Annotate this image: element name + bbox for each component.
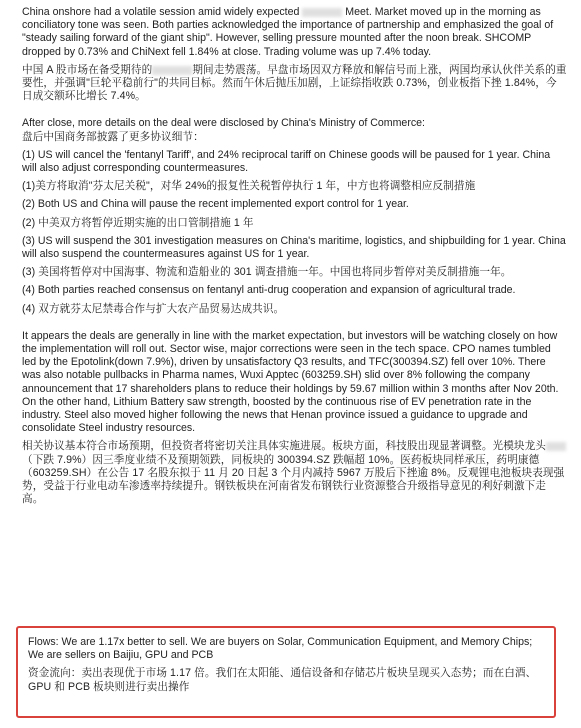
detail-item-3-chinese: (3) 美国将暂停对中国海事、物流和造船业的 301 调查措施一年。中国也将同步暂停对美反制措施一年。	[22, 266, 512, 279]
detail-item-1-chinese: (1)美方将取消"芬太尼关税"，对华 24%的报复性关税暂停执行 1 年，中方也将调整相应反制措施	[22, 180, 476, 193]
detail-item-2-chinese: (2) 中美双方将暂停近期实施的出口管制措施 1 年	[22, 216, 254, 229]
detail-item-2-english: (2) Both US and China will pause the recent implemented export control for 1 year.	[22, 198, 409, 211]
detail-item-4-english: (4) Both parties reached consensus on fentanyl anti-drug cooperation and expansion of agricultural trade.	[22, 284, 516, 297]
redacted-text	[152, 66, 192, 75]
redacted-text	[546, 442, 566, 451]
intro-english-paragraph: China onshore had a volatile session amid widely expected Meet. Market moved up in the morning as conciliatory tone was seen. Both parties acknowledged the importance of partnership and emphasized the goal of "steady sailing forward of the giant ship". However, selling pressure mounted after the noon break. SHCOMP dropped by 0.73% and ChiNext fell 1.84% at close. Trading volume was up 7.4% today.	[22, 6, 554, 58]
detail-item-3-english: (3) US will suspend the 301 investigation measures on China's maritime, logistics, and shipbuilding for 1 year. China will also suspend the countermeasures against US for 1 year.	[22, 234, 566, 261]
detail-item-1-english: (1) US will cancel the 'fentanyl Tariff', and 24% reciprocal tariff on Chinese goods will be paused for 1 year. China will also adjust corresponding countermeasures.	[22, 148, 551, 175]
analysis-chinese-paragraph: 相关协议基本符合市场预期，但投资者将密切关注具体实施进展。板块方面，科技股出现显著调整。光模块龙头（下跌 7.9%）因三季度业绩不及预期领跌，同板块的 300394.SZ 跌幅超 10%。医药板块同样承压，药明康德（603259.SH）在公告 17 名股东拟于 11 月 20 日起 3 个月内减持 5967 万股后下挫逾 8%。反观锂电池板块表现强势，受益于行业电动车渗透率持续提升。钢铁板块在河南省发布钢铁行业资源整合升级指导意见的利好刺激下走高。	[22, 440, 565, 506]
redacted-text	[302, 8, 342, 17]
flows-english-text: Flows: We are 1.17x better to sell. We are buyers on Solar, Communication Equipment, and Memory Chips; We are sellers on Baijiu, GPU and PCB	[28, 636, 533, 662]
flows-chinese-text: 资金流向：卖出表现优于市场 1.17 倍。我们在太阳能、通信设备和存储芯片板块呈现买入态势；而在白酒、GPU 和 PCB 板块则进行卖出操作	[28, 667, 537, 693]
intro-chinese-paragraph: 中国 A 股市场在备受期待的 期间走势震荡。早盘市场因双方释放和解信号而上涨，两国均承认伙伴关系的重要性，并强调"巨轮平稳前行"的共同目标。然而午休后抛压加剧，上证综指收跌 0.73%，创业板指下挫 1.84%，今日成交额环比增长 7.4%。	[22, 63, 567, 103]
details-chinese-header: 盘后中国商务部披露了更多协议细节：	[22, 130, 204, 143]
flows-highlight-box	[16, 626, 556, 718]
detail-item-4-chinese: (4) 双方就芬太尼禁毒合作与扩大农产品贸易达成共识。	[22, 302, 285, 315]
analysis-english-paragraph: It appears the deals are generally in line with the market expectation, but investors will be watching closely on how the implementation will roll out. Sector wise, major corrections were seen in the tech space. CPO names tumbled led by the Epotolink(down 7.9%), driven by unsatisfactory Q3 results, and TFC(300394.SZ) fell over 10%. There was also notable pullbacks in Pharma names, Wuxi Apptec (603259.SH) slid over 8% following the company announcement that 17 shareholders plans to reduce their holdings by 59.67 million within 3 months after Nov 20th. On the other hand, Lithium Battery saw strength, boosted by the continuous rise of EV penetration rate in the industry. Steel also moved higher following the news that Henan province issued a guidance to upgrade and consolidate Steel industry resources.	[22, 329, 559, 435]
details-english-header: After close, more details on the deal were disclosed by China's Ministry of Commerce:	[22, 117, 425, 130]
